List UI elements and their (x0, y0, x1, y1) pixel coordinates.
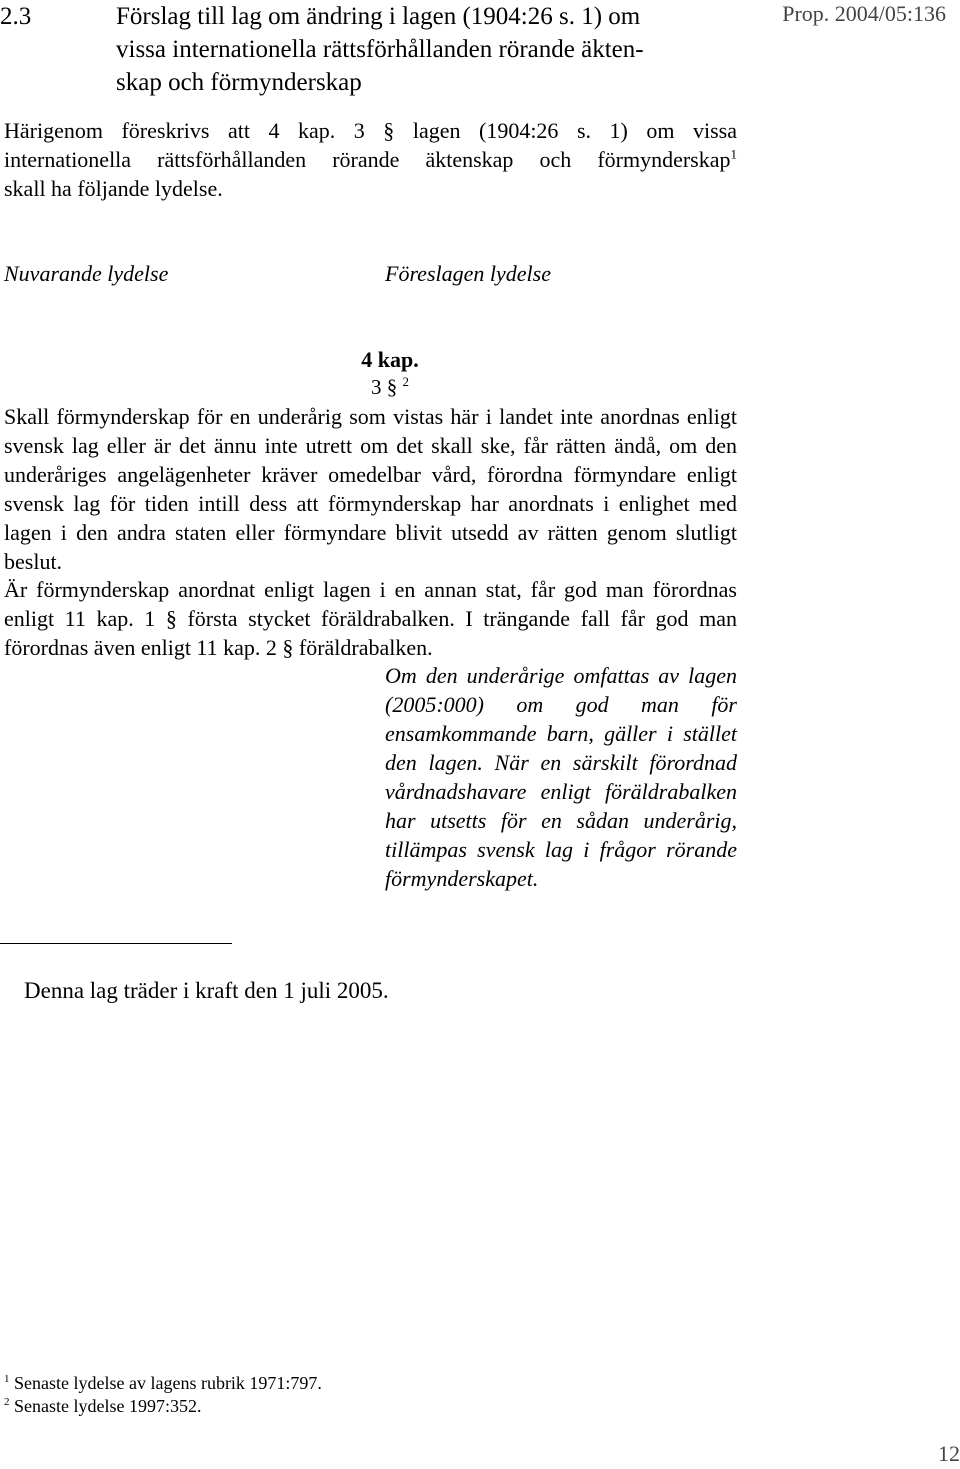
paragraph-1: Skall förmynderskap för en underårig som vistas här i landet inte anordnas enligt svensk lag eller är det ännu inte utrett om det skall ske, får rätten ändå, om den underåriges angelägenheter kräver omedelbar vård, förordna förmyndare enligt svensk lag för tiden intill dess att förmynderskap har anordnats i enlighet med lagen i den andra staten eller förmyndare blivit utsedd av rätten genom slutligt beslut. (4, 404, 737, 574)
intro-line-text: internationella rättsförhållanden rörande äktenskap och förmynderskap (4, 147, 731, 172)
chapter-heading: 4 kap. (361, 347, 419, 372)
intro-line: skall ha följande lydelse. (4, 176, 223, 201)
footnote-mark: 2 (4, 1396, 10, 1408)
section-number: 2.3 (0, 3, 32, 30)
footnote (4, 1372, 322, 1395)
column-heading-current: Nuvarande lydelse (4, 261, 169, 286)
intro-paragraph (4, 116, 737, 203)
footnote-text: Senaste lydelse 1997:352. (14, 1396, 202, 1416)
section-heading (0, 373, 780, 401)
proposition-reference: Prop. 2004/05:136 (782, 1, 946, 26)
footnote-text: Senaste lydelse av lagens rubrik 1971:797. (14, 1373, 322, 1393)
footnote (4, 1395, 322, 1418)
footnotes (4, 1372, 322, 1418)
intro-line (4, 145, 737, 174)
section-title (116, 0, 736, 99)
paragraph-2: Är förmynderskap anordnat enligt lagen i en annan stat, får god man förordnas enligt 11 kap. 1 § första stycket föräldrabalken. I trängande fall får god man förordnas även enligt 11 kap. 2 § föräldrabalken. (4, 577, 737, 660)
section-label: 3 § (371, 375, 398, 399)
section-title-line: Förslag till lag om ändring i lagen (1904:26 s. 1) om (116, 3, 641, 30)
proposed-paragraph: Om den underårige omfattas av lagen (2005:000) om god man för ensamkommande barn, gäller i stället den lagen. När en särskilt förordnad vårdnadshavare enligt föräldrabalken har utsetts för en sådan underårig, tillämpas svensk lag i frågor rörande förmynderskapet. (385, 663, 737, 891)
page-number: 12 (938, 1441, 960, 1466)
effective-date-text: Denna lag träder i kraft den 1 juli 2005. (24, 978, 389, 1003)
intro-line: Härigenom föreskrivs att 4 kap. 3 § lagen (1904:26 s. 1) om vissa (4, 118, 737, 143)
footnote-ref: 1 (730, 146, 737, 162)
section-title-line: skap och förmynderskap (116, 69, 362, 96)
divider (0, 943, 232, 944)
section-title-line: vissa internationella rättsförhållanden rörande äkten- (116, 36, 644, 63)
footnote-ref: 2 (402, 374, 409, 389)
footnote-mark: 1 (4, 1373, 10, 1385)
column-heading-proposed: Föreslagen lydelse (385, 261, 551, 286)
